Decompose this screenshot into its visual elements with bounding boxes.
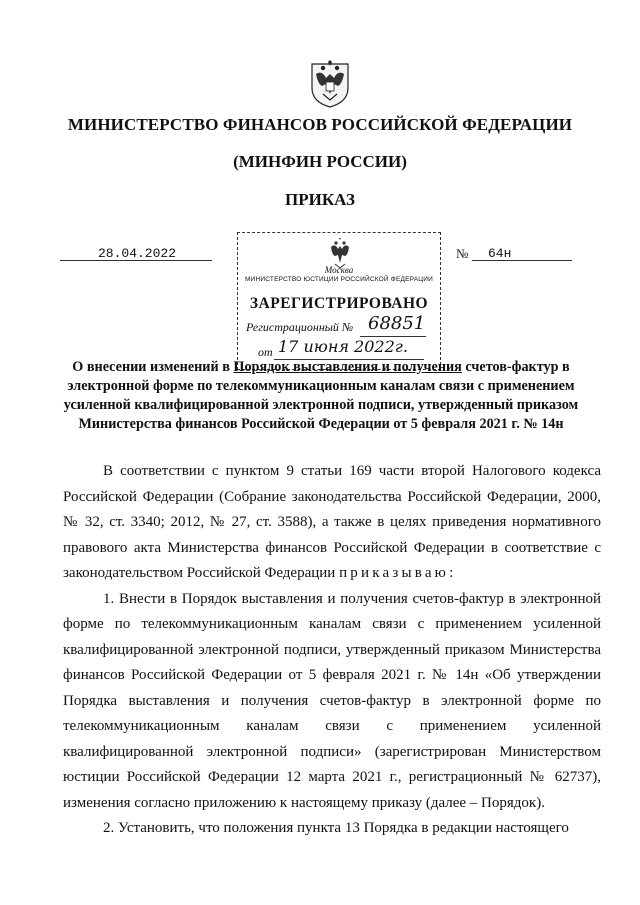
ministry-name: МИНИСТЕРСТВО ФИНАНСОВ РОССИЙСКОЙ ФЕДЕРАЦИИ: [67, 115, 573, 134]
order-number: 64н: [488, 246, 512, 261]
number-underline: [472, 260, 572, 261]
stamp-city: Москва: [324, 265, 354, 275]
order-title: [34, 358, 608, 434]
order-body: [63, 459, 601, 842]
ministry-short-name: (МИНФИН РОССИИ): [233, 152, 407, 171]
preamble-paragraph: [63, 459, 601, 587]
stamp-reg-number-label: Регистрационный №: [246, 320, 354, 334]
registration-stamp: [237, 232, 441, 370]
stamp-ministry: МИНИСТЕРСТВО ЮСТИЦИИ РОССИЙСКОЙ ФЕДЕРАЦИИ: [244, 276, 434, 283]
coat-of-arms-emblem: [308, 58, 352, 108]
item-1-paragraph: 1. Внести в Порядок выставления и получения счетов-фактур в электронной форме по телекоммуникационным каналам связи с применением усиленной квалифицированной электронной подписи, утвержденный приказом Министерства финансов Российской Федерации от 5 февраля 2021 г. № 14н «Об утверждении Порядка выставления и получения счетов-фактур в электронной форме по телекоммуникационным каналам связи с применением усиленной квалифицированной электронной подписи» (зарегистрирован Министерством юстиции Российской Федерации 12 марта 2021 г., регистрационный № 62737), изменения согласно приложению к настоящему приказу (далее – Порядок).: [63, 590, 601, 811]
title-part-2: счетов-фактур в электронной форме по телекоммуникационным каналам связи с применением усиленной квалифицированной электронной подписи, утвержденный приказом Министерства финансов Российской Федерации от 5 февраля 2021 г. № 14н: [63, 359, 579, 432]
document-type: ПРИКАЗ: [285, 190, 355, 209]
order-date: 28.04.2022: [98, 246, 177, 261]
title-part-1: О внесении изменений в: [72, 359, 234, 375]
stamp-registration-date: 17 июня 2022г.: [278, 337, 408, 356]
order-word: приказываю:: [339, 565, 457, 581]
date-underline: [60, 260, 212, 261]
stamp-from-label: от: [258, 345, 273, 359]
stamp-registered-label: ЗАРЕГИСТРИРОВАНО: [249, 295, 429, 312]
stamp-reg-number: 68851: [368, 313, 426, 334]
preamble-text: В соответствии с пунктом 9 статьи 169 части второй Налогового кодекса Российской Федерации (Собрание законодательства Российской Федерации, 2000, № 32, ст. 3340; 2012, № 27, ст. 3588), а также в целях приведения нормативного правового акта Министерства финансов Российской Федерации в соответствие с законодательством Российской Федерации: [63, 463, 601, 581]
item-2-paragraph: 2. Установить, что положения пункта 13 Порядка в редакции настоящего: [103, 820, 569, 836]
title-underlined: Порядок выставления и получения: [233, 359, 462, 375]
number-sign: №: [456, 246, 469, 261]
